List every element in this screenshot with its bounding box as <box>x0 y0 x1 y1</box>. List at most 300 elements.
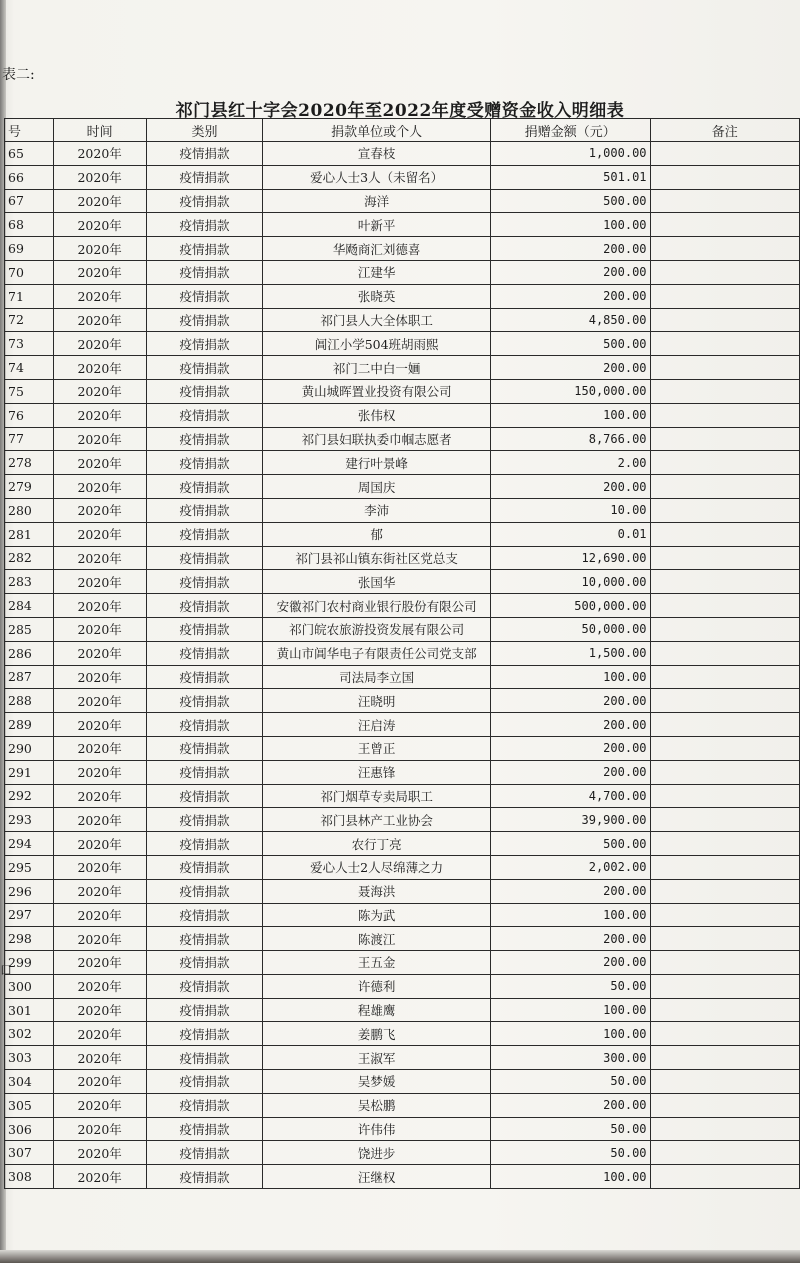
header-donor: 捐款单位或个人 <box>263 119 491 142</box>
cell-category: 疫情捐款 <box>146 142 263 166</box>
cell-donor: 黄山城晖置业投资有限公司 <box>263 379 491 403</box>
cell-donor: 华飏商汇刘德喜 <box>263 237 491 261</box>
cell-note <box>650 879 799 903</box>
cell-note <box>650 1093 799 1117</box>
cell-amount: 150,000.00 <box>490 379 650 403</box>
header-category: 类别 <box>146 119 263 142</box>
cell-amount: 2.00 <box>490 451 650 475</box>
cell-time: 2020年 <box>53 332 146 356</box>
table-header-row <box>5 119 800 142</box>
cell-time: 2020年 <box>53 570 146 594</box>
cell-category: 疫情捐款 <box>146 332 263 356</box>
cell-number: 278 <box>5 451 54 475</box>
cell-donor: 司法局李立国 <box>263 665 491 689</box>
cell-amount: 200.00 <box>490 689 650 713</box>
cell-time: 2020年 <box>53 475 146 499</box>
cell-note <box>650 237 799 261</box>
cell-category: 疫情捐款 <box>146 736 263 760</box>
cell-number: 281 <box>5 522 54 546</box>
table-row <box>5 308 800 332</box>
cell-number: 72 <box>5 308 54 332</box>
cell-number: 293 <box>5 808 54 832</box>
cell-number: 73 <box>5 332 54 356</box>
table-row <box>5 189 800 213</box>
cell-time: 2020年 <box>53 736 146 760</box>
document-title: 祁门县红十字会2020年至2022年度受赠资金收入明细表 <box>175 101 625 121</box>
cell-note <box>650 903 799 927</box>
table-row <box>5 213 800 237</box>
cell-category: 疫情捐款 <box>146 498 263 522</box>
cell-amount: 200.00 <box>490 879 650 903</box>
cell-number: 308 <box>5 1165 54 1189</box>
cell-note <box>650 213 799 237</box>
cell-category: 疫情捐款 <box>146 1117 263 1141</box>
cell-donor: 汪晓明 <box>263 689 491 713</box>
cell-number: 303 <box>5 1046 54 1070</box>
cell-category: 疫情捐款 <box>146 427 263 451</box>
cell-category: 疫情捐款 <box>146 879 263 903</box>
table-row <box>5 546 800 570</box>
table-row <box>5 594 800 618</box>
cell-time: 2020年 <box>53 213 146 237</box>
cell-amount: 200.00 <box>490 475 650 499</box>
table-row <box>5 475 800 499</box>
cell-donor: 聂海洪 <box>263 879 491 903</box>
cell-time: 2020年 <box>53 1117 146 1141</box>
cell-amount: 100.00 <box>490 903 650 927</box>
cell-donor: 祁门皖农旅游投资发展有限公司 <box>263 617 491 641</box>
header-amount: 捐赠金额（元） <box>490 119 650 142</box>
cell-category: 疫情捐款 <box>146 1022 263 1046</box>
cell-donor: 建行叶景峰 <box>263 451 491 475</box>
cell-note <box>650 927 799 951</box>
cell-amount: 200.00 <box>490 284 650 308</box>
table-row <box>5 951 800 975</box>
cell-amount: 200.00 <box>490 237 650 261</box>
table-row <box>5 641 800 665</box>
table-row <box>5 142 800 166</box>
cell-number: 298 <box>5 927 54 951</box>
cell-amount: 200.00 <box>490 951 650 975</box>
cell-note <box>650 403 799 427</box>
cell-note <box>650 832 799 856</box>
table-row <box>5 332 800 356</box>
cell-donor: 王曾正 <box>263 736 491 760</box>
cell-time: 2020年 <box>53 308 146 332</box>
cell-category: 疫情捐款 <box>146 522 263 546</box>
cell-donor: 叶新平 <box>263 213 491 237</box>
cell-time: 2020年 <box>53 855 146 879</box>
cell-number: 69 <box>5 237 54 261</box>
cell-donor: 许德利 <box>263 974 491 998</box>
cell-donor: 周国庆 <box>263 475 491 499</box>
cell-donor: 祁门县林产工业协会 <box>263 808 491 832</box>
table-row <box>5 879 800 903</box>
cell-time: 2020年 <box>53 142 146 166</box>
cell-donor: 农行丁亮 <box>263 832 491 856</box>
cell-note <box>650 998 799 1022</box>
cell-amount: 1,000.00 <box>490 142 650 166</box>
cell-note <box>650 951 799 975</box>
cell-amount: 1,500.00 <box>490 641 650 665</box>
margin-mark: 口 <box>0 963 13 977</box>
cell-donor: 许伟伟 <box>263 1117 491 1141</box>
table-row <box>5 1165 800 1189</box>
cell-donor: 汪启涛 <box>263 713 491 737</box>
donation-table <box>4 118 800 1189</box>
table-body <box>5 142 800 1189</box>
cell-category: 疫情捐款 <box>146 284 263 308</box>
cell-donor: 祁门县祁山镇东街社区党总支 <box>263 546 491 570</box>
table-row <box>5 356 800 380</box>
table-row <box>5 760 800 784</box>
cell-category: 疫情捐款 <box>146 475 263 499</box>
cell-time: 2020年 <box>53 974 146 998</box>
cell-amount: 100.00 <box>490 665 650 689</box>
cell-category: 疫情捐款 <box>146 855 263 879</box>
cell-amount: 4,850.00 <box>490 308 650 332</box>
table-label: 表二: <box>2 67 35 83</box>
cell-number: 301 <box>5 998 54 1022</box>
cell-time: 2020年 <box>53 237 146 261</box>
cell-note <box>650 308 799 332</box>
cell-number: 65 <box>5 142 54 166</box>
cell-note <box>650 736 799 760</box>
cell-category: 疫情捐款 <box>146 237 263 261</box>
cell-category: 疫情捐款 <box>146 808 263 832</box>
cell-donor: 吴松鹏 <box>263 1093 491 1117</box>
cell-amount: 2,002.00 <box>490 855 650 879</box>
table-row <box>5 927 800 951</box>
cell-number: 296 <box>5 879 54 903</box>
cell-amount: 100.00 <box>490 213 650 237</box>
cell-time: 2020年 <box>53 879 146 903</box>
cell-donor: 张国华 <box>263 570 491 594</box>
cell-time: 2020年 <box>53 713 146 737</box>
cell-number: 67 <box>5 189 54 213</box>
cell-number: 292 <box>5 784 54 808</box>
cell-number: 306 <box>5 1117 54 1141</box>
cell-category: 疫情捐款 <box>146 213 263 237</box>
cell-note <box>650 594 799 618</box>
cell-note <box>650 1022 799 1046</box>
cell-note <box>650 1046 799 1070</box>
cell-time: 2020年 <box>53 1141 146 1165</box>
cell-category: 疫情捐款 <box>146 308 263 332</box>
cell-time: 2020年 <box>53 546 146 570</box>
cell-number: 300 <box>5 974 54 998</box>
cell-category: 疫情捐款 <box>146 403 263 427</box>
cell-number: 282 <box>5 546 54 570</box>
cell-number: 295 <box>5 855 54 879</box>
cell-note <box>650 451 799 475</box>
cell-donor: 张伟权 <box>263 403 491 427</box>
cell-number: 307 <box>5 1141 54 1165</box>
cell-time: 2020年 <box>53 760 146 784</box>
cell-donor: 王五金 <box>263 951 491 975</box>
cell-note <box>650 379 799 403</box>
cell-donor: 饶进步 <box>263 1141 491 1165</box>
cell-number: 71 <box>5 284 54 308</box>
cell-category: 疫情捐款 <box>146 1165 263 1189</box>
table-row <box>5 403 800 427</box>
cell-amount: 500,000.00 <box>490 594 650 618</box>
cell-note <box>650 284 799 308</box>
cell-donor: 汪惠锋 <box>263 760 491 784</box>
table-row <box>5 427 800 451</box>
cell-time: 2020年 <box>53 689 146 713</box>
cell-note <box>650 808 799 832</box>
cell-note <box>650 617 799 641</box>
cell-category: 疫情捐款 <box>146 451 263 475</box>
cell-amount: 100.00 <box>490 998 650 1022</box>
cell-number: 74 <box>5 356 54 380</box>
cell-amount: 200.00 <box>490 927 650 951</box>
cell-category: 疫情捐款 <box>146 951 263 975</box>
cell-number: 279 <box>5 475 54 499</box>
cell-time: 2020年 <box>53 665 146 689</box>
cell-note <box>650 1117 799 1141</box>
cell-amount: 50,000.00 <box>490 617 650 641</box>
cell-time: 2020年 <box>53 379 146 403</box>
table-row <box>5 379 800 403</box>
cell-note <box>650 189 799 213</box>
cell-number: 299 <box>5 951 54 975</box>
cell-note <box>650 165 799 189</box>
cell-category: 疫情捐款 <box>146 1046 263 1070</box>
cell-amount: 50.00 <box>490 1141 650 1165</box>
table-row <box>5 1022 800 1046</box>
table-row <box>5 1046 800 1070</box>
cell-note <box>650 427 799 451</box>
cell-note <box>650 1141 799 1165</box>
cell-number: 305 <box>5 1093 54 1117</box>
cell-amount: 50.00 <box>490 974 650 998</box>
cell-donor: 黄山市阊华电子有限责任公司党支部 <box>263 641 491 665</box>
table-row <box>5 451 800 475</box>
cell-time: 2020年 <box>53 1070 146 1094</box>
cell-note <box>650 784 799 808</box>
cell-donor: 陈为武 <box>263 903 491 927</box>
cell-time: 2020年 <box>53 260 146 284</box>
cell-category: 疫情捐款 <box>146 713 263 737</box>
table-row <box>5 260 800 284</box>
cell-time: 2020年 <box>53 165 146 189</box>
table-row <box>5 832 800 856</box>
table-row <box>5 165 800 189</box>
cell-donor: 张晓英 <box>263 284 491 308</box>
cell-number: 286 <box>5 641 54 665</box>
cell-time: 2020年 <box>53 498 146 522</box>
cell-time: 2020年 <box>53 356 146 380</box>
cell-time: 2020年 <box>53 808 146 832</box>
cell-amount: 10,000.00 <box>490 570 650 594</box>
table-row <box>5 713 800 737</box>
header-time: 时间 <box>53 119 146 142</box>
cell-category: 疫情捐款 <box>146 689 263 713</box>
cell-number: 76 <box>5 403 54 427</box>
cell-number: 297 <box>5 903 54 927</box>
cell-donor: 祁门烟草专卖局职工 <box>263 784 491 808</box>
cell-note <box>650 570 799 594</box>
cell-category: 疫情捐款 <box>146 1093 263 1117</box>
cell-number: 288 <box>5 689 54 713</box>
cell-donor: 江建华 <box>263 260 491 284</box>
cell-number: 294 <box>5 832 54 856</box>
cell-note <box>650 332 799 356</box>
cell-time: 2020年 <box>53 189 146 213</box>
cell-donor: 安徽祁门农村商业银行股份有限公司 <box>263 594 491 618</box>
cell-category: 疫情捐款 <box>146 832 263 856</box>
cell-donor: 阊江小学504班胡雨熙 <box>263 332 491 356</box>
cell-donor: 爱心人士2人尽绵薄之力 <box>263 855 491 879</box>
cell-time: 2020年 <box>53 927 146 951</box>
cell-category: 疫情捐款 <box>146 1070 263 1094</box>
table-row <box>5 617 800 641</box>
cell-time: 2020年 <box>53 403 146 427</box>
cell-amount: 50.00 <box>490 1117 650 1141</box>
cell-time: 2020年 <box>53 451 146 475</box>
cell-category: 疫情捐款 <box>146 379 263 403</box>
cell-number: 280 <box>5 498 54 522</box>
cell-amount: 300.00 <box>490 1046 650 1070</box>
cell-time: 2020年 <box>53 522 146 546</box>
cell-time: 2020年 <box>53 594 146 618</box>
cell-amount: 200.00 <box>490 1093 650 1117</box>
cell-number: 77 <box>5 427 54 451</box>
cell-category: 疫情捐款 <box>146 260 263 284</box>
cell-donor: 宣春枝 <box>263 142 491 166</box>
cell-number: 66 <box>5 165 54 189</box>
cell-amount: 4,700.00 <box>490 784 650 808</box>
cell-donor: 陈渡江 <box>263 927 491 951</box>
cell-category: 疫情捐款 <box>146 784 263 808</box>
cell-note <box>650 260 799 284</box>
cell-time: 2020年 <box>53 284 146 308</box>
cell-amount: 100.00 <box>490 1165 650 1189</box>
table-row <box>5 998 800 1022</box>
cell-amount: 501.01 <box>490 165 650 189</box>
table-row <box>5 498 800 522</box>
cell-note <box>650 142 799 166</box>
cell-donor: 程雄鹰 <box>263 998 491 1022</box>
table-row <box>5 974 800 998</box>
cell-donor: 祁门县人大全体职工 <box>263 308 491 332</box>
cell-category: 疫情捐款 <box>146 617 263 641</box>
cell-amount: 0.01 <box>490 522 650 546</box>
table-row <box>5 1093 800 1117</box>
cell-category: 疫情捐款 <box>146 927 263 951</box>
cell-note <box>650 1070 799 1094</box>
cell-donor: 吴梦媛 <box>263 1070 491 1094</box>
table-row <box>5 689 800 713</box>
table-row <box>5 808 800 832</box>
cell-number: 70 <box>5 260 54 284</box>
table-row <box>5 1070 800 1094</box>
cell-amount: 10.00 <box>490 498 650 522</box>
cell-amount: 200.00 <box>490 760 650 784</box>
cell-number: 302 <box>5 1022 54 1046</box>
table-row <box>5 903 800 927</box>
cell-note <box>650 522 799 546</box>
cell-donor: 海洋 <box>263 189 491 213</box>
header-note: 备注 <box>650 119 799 142</box>
cell-category: 疫情捐款 <box>146 570 263 594</box>
cell-amount: 500.00 <box>490 332 650 356</box>
cell-category: 疫情捐款 <box>146 974 263 998</box>
cell-donor: 汪继权 <box>263 1165 491 1189</box>
cell-note <box>650 641 799 665</box>
cell-amount: 200.00 <box>490 713 650 737</box>
cell-donor: 爱心人士3人（未留名） <box>263 165 491 189</box>
cell-number: 285 <box>5 617 54 641</box>
cell-time: 2020年 <box>53 903 146 927</box>
cell-time: 2020年 <box>53 1165 146 1189</box>
table-row <box>5 736 800 760</box>
cell-time: 2020年 <box>53 1022 146 1046</box>
cell-number: 291 <box>5 760 54 784</box>
cell-donor: 郁 <box>263 522 491 546</box>
cell-number: 287 <box>5 665 54 689</box>
cell-time: 2020年 <box>53 998 146 1022</box>
cell-time: 2020年 <box>53 784 146 808</box>
cell-time: 2020年 <box>53 832 146 856</box>
cell-amount: 200.00 <box>490 356 650 380</box>
cell-donor: 姜鹏飞 <box>263 1022 491 1046</box>
header-number: 号 <box>5 119 54 142</box>
cell-amount: 100.00 <box>490 1022 650 1046</box>
cell-donor: 李沛 <box>263 498 491 522</box>
cell-number: 289 <box>5 713 54 737</box>
cell-category: 疫情捐款 <box>146 594 263 618</box>
cell-time: 2020年 <box>53 1046 146 1070</box>
table-row <box>5 1117 800 1141</box>
cell-category: 疫情捐款 <box>146 1141 263 1165</box>
cell-donor: 王淑军 <box>263 1046 491 1070</box>
cell-time: 2020年 <box>53 951 146 975</box>
cell-amount: 8,766.00 <box>490 427 650 451</box>
cell-category: 疫情捐款 <box>146 760 263 784</box>
cell-amount: 12,690.00 <box>490 546 650 570</box>
cell-note <box>650 356 799 380</box>
cell-category: 疫情捐款 <box>146 189 263 213</box>
cell-note <box>650 855 799 879</box>
cell-donor: 祁门二中白一婳 <box>263 356 491 380</box>
cell-time: 2020年 <box>53 427 146 451</box>
cell-amount: 500.00 <box>490 832 650 856</box>
cell-note <box>650 689 799 713</box>
cell-category: 疫情捐款 <box>146 165 263 189</box>
cell-amount: 39,900.00 <box>490 808 650 832</box>
cell-note <box>650 498 799 522</box>
cell-number: 68 <box>5 213 54 237</box>
cell-number: 283 <box>5 570 54 594</box>
cell-number: 290 <box>5 736 54 760</box>
cell-note <box>650 760 799 784</box>
cell-category: 疫情捐款 <box>146 665 263 689</box>
table-row <box>5 855 800 879</box>
cell-category: 疫情捐款 <box>146 903 263 927</box>
cell-time: 2020年 <box>53 641 146 665</box>
table-row <box>5 1141 800 1165</box>
cell-note <box>650 546 799 570</box>
table-row <box>5 665 800 689</box>
cell-time: 2020年 <box>53 1093 146 1117</box>
cell-time: 2020年 <box>53 617 146 641</box>
cell-category: 疫情捐款 <box>146 356 263 380</box>
cell-category: 疫情捐款 <box>146 998 263 1022</box>
cell-amount: 100.00 <box>490 403 650 427</box>
